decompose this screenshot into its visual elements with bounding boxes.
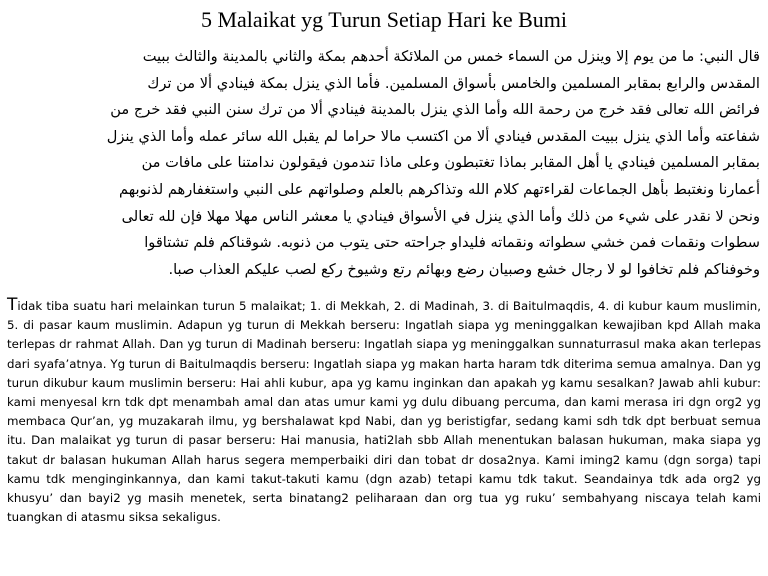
arabic-line: فرائض الله تعالى فقد خرج من رحمة الله وأما الذي ينزل بالمدينة فينادي ألا من ترك سنن النبي فقد خرج من bbox=[110, 101, 760, 119]
translation-first-letter: T bbox=[7, 295, 18, 315]
translation-paragraph bbox=[7, 296, 761, 527]
translation-text: idak tiba suatu hari melainkan turun 5 malaikat; 1. di Mekkah, 2. di Madinah, 3. di Baitulmaqdis, 4. di kubur kaum muslimin, 5. di pasar kaum muslimin. Adapun yg turun di Mekkah berseru: Ingatlah siapa yg meninggalkan kewajiban kpd Allah maka terlepas dr rahmat Allah. Dan yg turun di Madinah berseru: Ingatlah siapa yg meninggalkan sunnaturrasul maka akan terlepas dari syafa’atnya. Yg turun di Baitulmaqdis berseru: Ingatlah siapa yg makan harta haram tdk diterima semua amalnya. Dan yg turun dikubur kaum muslimin berseru: Hai ahli kubur, apa yg kamu inginkan dan apakah yg kamu sesalkan? Jawab ahli kubur: kami menyesal krn tdk dpt menambah amal dan atas umur kami yg dulu dibuang percuma, dan kami merasa iri dgn org2 yg membaca Qur’an, yg muzakarah ilmu, yg bershalawat kpd Nabi, dan yg beristigfar, sedang kami sdh tdk dpt berbuat semua itu. Dan malaikat yg turun di pasar berseru: Hai manusia, hati2lah sbb Allah menentukan balasan hukuman, maka siapa yg takut dr balasan hukuman Allah harus segera memperbaiki diri dan tobat dr dosa2nya. Kami iming2 kamu (dgn sorga) tapi kamu tdk menginginkannya, dan kami takut-takuti kamu (dgn azab) tetapi kamu tdk takut. Seandainya tdk ada org2 yg khusyu’ dan bayi2 yg masih menetek, serta binatang2 peliharaan dan org tua yg ruku’ sembahyang niscaya telah kami tuangkan di atasmu siksa sekaligus. bbox=[7, 299, 761, 525]
arabic-line: وخوفناكم فلم تخافوا لو لا رجال خشع وصبيان رضع وبهائم رتع وشيوخ ركع لصب عليكم العذاب صبا. bbox=[168, 260, 760, 278]
arabic-line: أعمارنا ونغتبط بأهل الجماعات لقراءتهم كلام الله وتذاكرهم بالعلم وصلواتهم على النبي واستغفارهم لذنوبهم bbox=[119, 180, 760, 198]
arabic-text-block bbox=[10, 44, 760, 283]
document-title: 5 Malaikat yg Turun Setiap Hari ke Bumi bbox=[200, 7, 568, 32]
arabic-line: شفاعته وأما الذي ينزل ببيت المقدس فينادي ألا من اكتسب مالا حراما لم يقبل الله سائر عمله وأما الذي ينزل bbox=[106, 127, 760, 145]
arabic-line: المقدس والرابع بمقابر المسلمين والخامس بأسواق المسلمين. فأما الذي ينزل بمكة فينادي ألا من ترك bbox=[147, 74, 760, 92]
arabic-line: بمقابر المسلمين فينادي يا أهل المقابر بماذا تغتبطون وعلى ماذا تندمون فيقولون ندامتنا على مافات من bbox=[141, 154, 760, 172]
arabic-line: ونحن لا نقدر على شيء من ذلك وأما الذي ينزل في الأسواق فينادي يا معشر الناس مهلا مهلا فإن لله تعالى bbox=[121, 207, 760, 225]
arabic-line: سطوات ونقمات فمن خشي سطواته ونقماته فليداو جراحته حتى يتوب من ذنوبه. شوقناكم فلم تشتاقوا bbox=[144, 234, 760, 252]
arabic-line: قال النبي: ما من يوم إلا وينزل من السماء خمس من الملائكة أحدهم بمكة والثاني بالمدينة والثالث ببيت bbox=[142, 48, 760, 65]
